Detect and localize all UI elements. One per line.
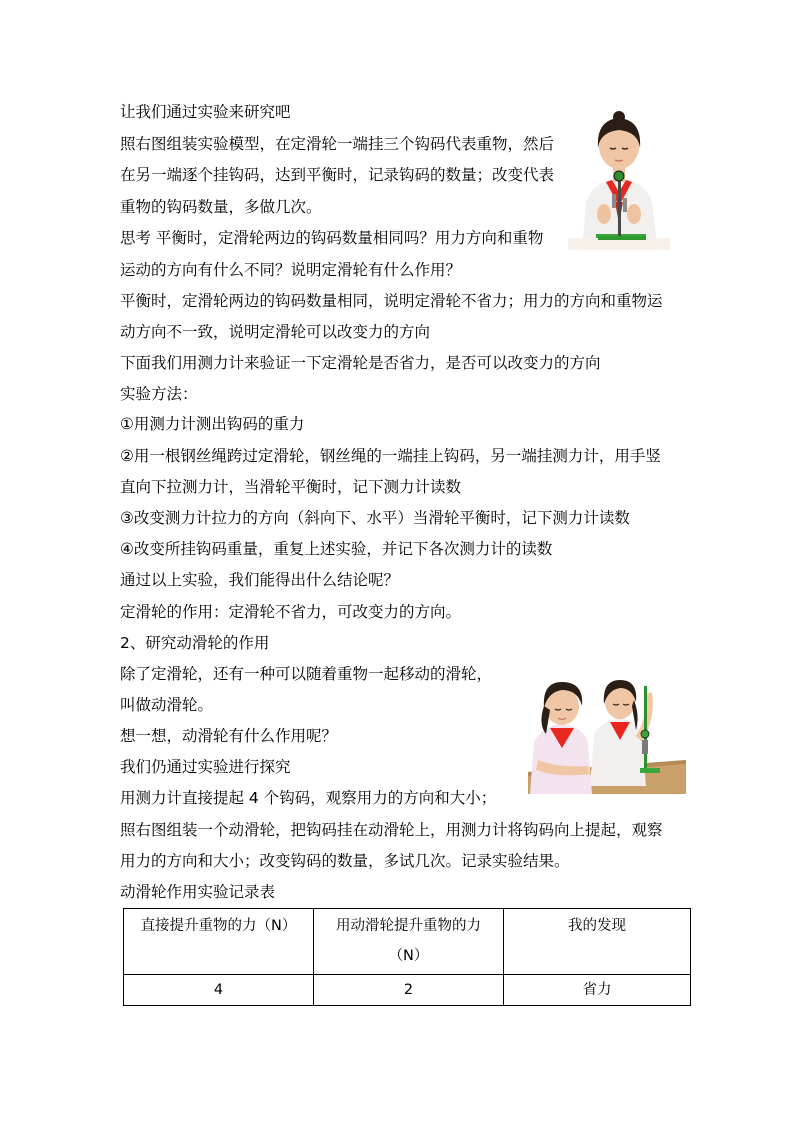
method-step: ③改变测力计拉力的方向（斜向下、水平）当滑轮平衡时，记下测力计读数 [120,509,630,527]
table-header-cell [124,909,314,975]
table-cell: 4 [124,975,314,1006]
paragraph-line: 在另一端逐个挂钩码，达到平衡时，记录钩码的数量；改变代表 [120,166,555,184]
table-header-cell [314,909,504,975]
paragraph-line: 动方向不一致，说明定滑轮可以改变力的方向 [120,323,431,341]
paragraph-line: 通过以上实验，我们能得出什么结论呢？ [120,571,400,589]
paragraph-line: 想一想，动滑轮有什么作用呢？ [120,727,338,745]
table-cell: 省力 [504,975,691,1006]
paragraph-line: 运动的方向有什么不同？说明定滑轮有什么作用？ [120,261,462,279]
paragraph-line: 照右图组装实验模型，在定滑轮一端挂三个钩码代表重物，然后 [120,135,555,153]
paragraph-line: 叫做动滑轮。 [120,696,214,714]
table-row [124,975,691,1006]
table-cell: 2 [314,975,504,1006]
section-heading: 2、研究动滑轮的作用 [120,634,270,652]
movable-pulley-record-table [123,908,691,1006]
paragraph-line: 重物的钩码数量，多做几次。 [120,198,322,216]
girl-with-fixed-pulley-photo [568,110,670,250]
method-step: ②用一根钢丝绳跨过定滑轮，钢丝绳的一端挂上钩码，另一端挂测力计，用手竖 [120,447,661,465]
method-step: 直向下拉测力计，当滑轮平衡时，记下测力计读数 [120,478,462,496]
paragraph-line: 我们仍通过实验进行探究 [120,758,291,776]
table-header-cell [504,909,691,975]
table-header-row [124,909,691,975]
two-girls-with-movable-pulley-illustration [528,676,686,794]
girl-with-fixed-pulley-illustration [568,110,670,250]
table-caption: 动滑轮作用实验记录表 [120,883,276,901]
two-girls-with-movable-pulley-photo [528,676,686,794]
paragraph-line: 除了定滑轮，还有一种可以随着重物一起移动的滑轮， [120,665,493,683]
paragraph-line: 用力的方向和大小；改变钩码的数量，多试几次。记录实验结果。 [120,852,570,870]
header-finding: 我的发现 [568,918,626,934]
paragraph-line: 平衡时，定滑轮两边的钩码数量相同，说明定滑轮不省力；用力的方向和重物运 [120,292,663,310]
conclusion-line: 定滑轮的作用：定滑轮不省力，可改变力的方向。 [120,603,462,621]
header-pulley-force-unit: （N） [388,948,429,964]
paragraph-line: 用测力计直接提起 4 个钩码，观察用力的方向和大小； [120,789,497,807]
section-heading: 让我们通过实验来研究吧 [120,103,291,121]
paragraph-line: 思考 平衡时，定滑轮两边的钩码数量相同吗？用力方向和重物 [120,229,544,247]
paragraph-line: 实验方法： [120,385,198,403]
method-step: ①用测力计测出钩码的重力 [120,415,305,433]
header-direct-force: 直接提升重物的力（N） [140,918,297,934]
method-step: ④改变所挂钩码重量，重复上述实验，并记下各次测力计的读数 [120,540,553,558]
paragraph-line: 照右图组装一个动滑轮，把钩码挂在动滑轮上，用测力计将钩码向上提起，观察 [120,821,663,839]
header-pulley-force: 用动滑轮提升重物的力 [336,918,481,934]
paragraph-line: 下面我们用测力计来验证一下定滑轮是否省力，是否可以改变力的方向 [120,354,601,372]
